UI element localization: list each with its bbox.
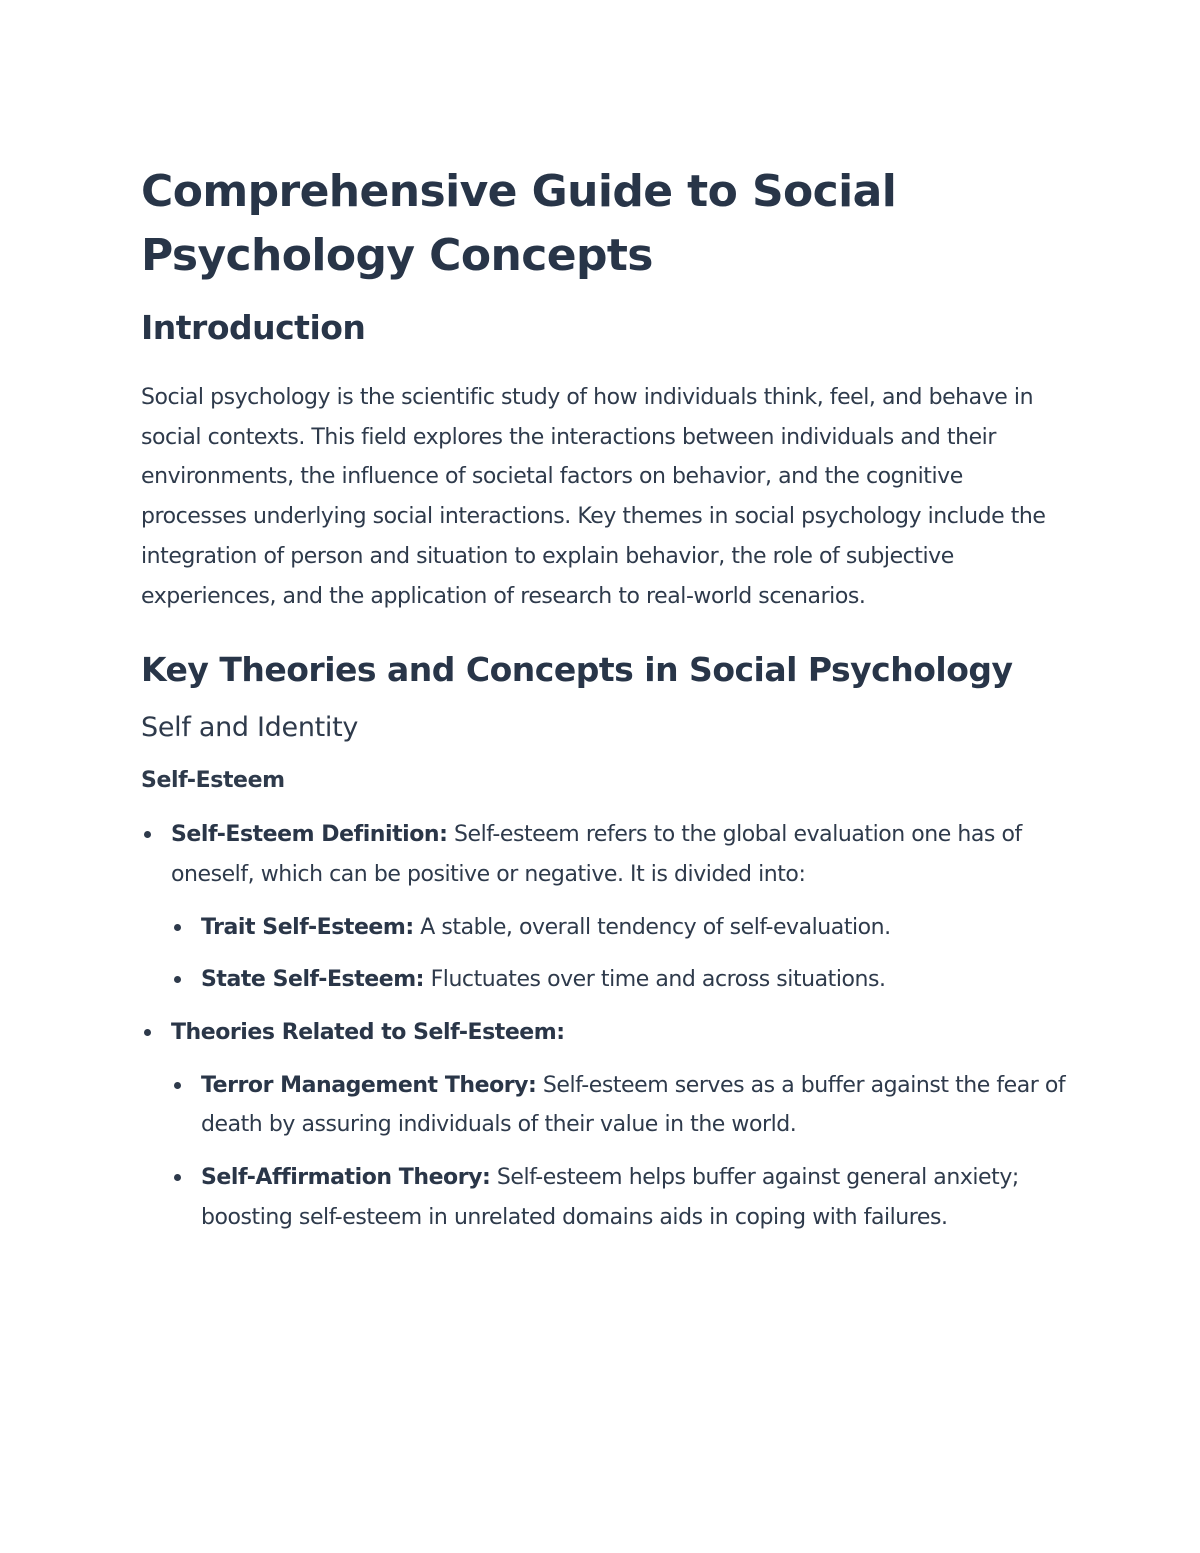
sub-list-item <box>171 960 1066 1000</box>
self-esteem-heading: Self-Esteem <box>141 768 285 794</box>
sub-list <box>171 1066 1066 1238</box>
sub-list-item <box>171 1158 1066 1237</box>
sub-list-item-term: Terror Management Theory: <box>201 1072 537 1098</box>
sub-list-item <box>171 1066 1066 1145</box>
sub-list-item-term: State Self-Esteem: <box>201 967 425 993</box>
sub-list-item-term: Self-Affirmation Theory: <box>201 1165 491 1191</box>
bullet-icon <box>174 1082 181 1089</box>
sub-list <box>171 908 1066 1000</box>
sub-list-item-text: Fluctuates over time and across situations. <box>424 967 886 993</box>
sub-list-item-text: A stable, overall tendency of self-evaluation. <box>413 914 891 940</box>
self-and-identity-heading: Self and Identity <box>141 712 359 744</box>
introduction-paragraph: Social psychology is the scientific study of how individuals think, feel, and behave in social contexts. This field explores the interactions between individuals and their environments, the influence of societal factors on behavior, and the cognitive processes underlying social interactions. Key themes in social psychology include the integration of person and situation to explain behavior, the role of subjective experiences, and the application of research to real-world scenarios. <box>141 385 1046 609</box>
sub-list-item-term: Trait Self-Esteem: <box>201 914 414 940</box>
sub-list-item-text: Self-esteem serves as a buffer against the fear of death by assuring individuals of their value in the world. <box>201 1072 1066 1138</box>
list-item <box>141 815 1066 1000</box>
document-title: Comprehensive Guide to Social Psychology Concepts <box>141 166 897 281</box>
sub-list-item-text: Self-esteem helps buffer against general anxiety; boosting self-esteem in unrelated domains aids in coping with failures. <box>201 1165 1019 1230</box>
bullet-icon <box>144 831 151 838</box>
bullet-icon <box>174 976 181 983</box>
list-item-term: Theories Related to Self-Esteem: <box>171 1020 565 1046</box>
bullet-icon <box>174 924 181 931</box>
bullet-icon <box>144 1029 151 1036</box>
sub-list-item <box>171 908 1066 948</box>
list-item-term: Self-Esteem Definition: <box>171 822 448 848</box>
list-item <box>141 1013 1066 1238</box>
document-page <box>141 160 1066 1251</box>
bullet-icon <box>174 1174 181 1181</box>
self-esteem-list <box>141 815 1066 1237</box>
list-item-text: Self-esteem refers to the global evaluation one has of oneself, which can be positive or negative. It is divided into: <box>171 822 1022 887</box>
introduction-heading: Introduction <box>141 308 366 347</box>
key-theories-heading: Key Theories and Concepts in Social Psychology <box>141 650 1013 690</box>
